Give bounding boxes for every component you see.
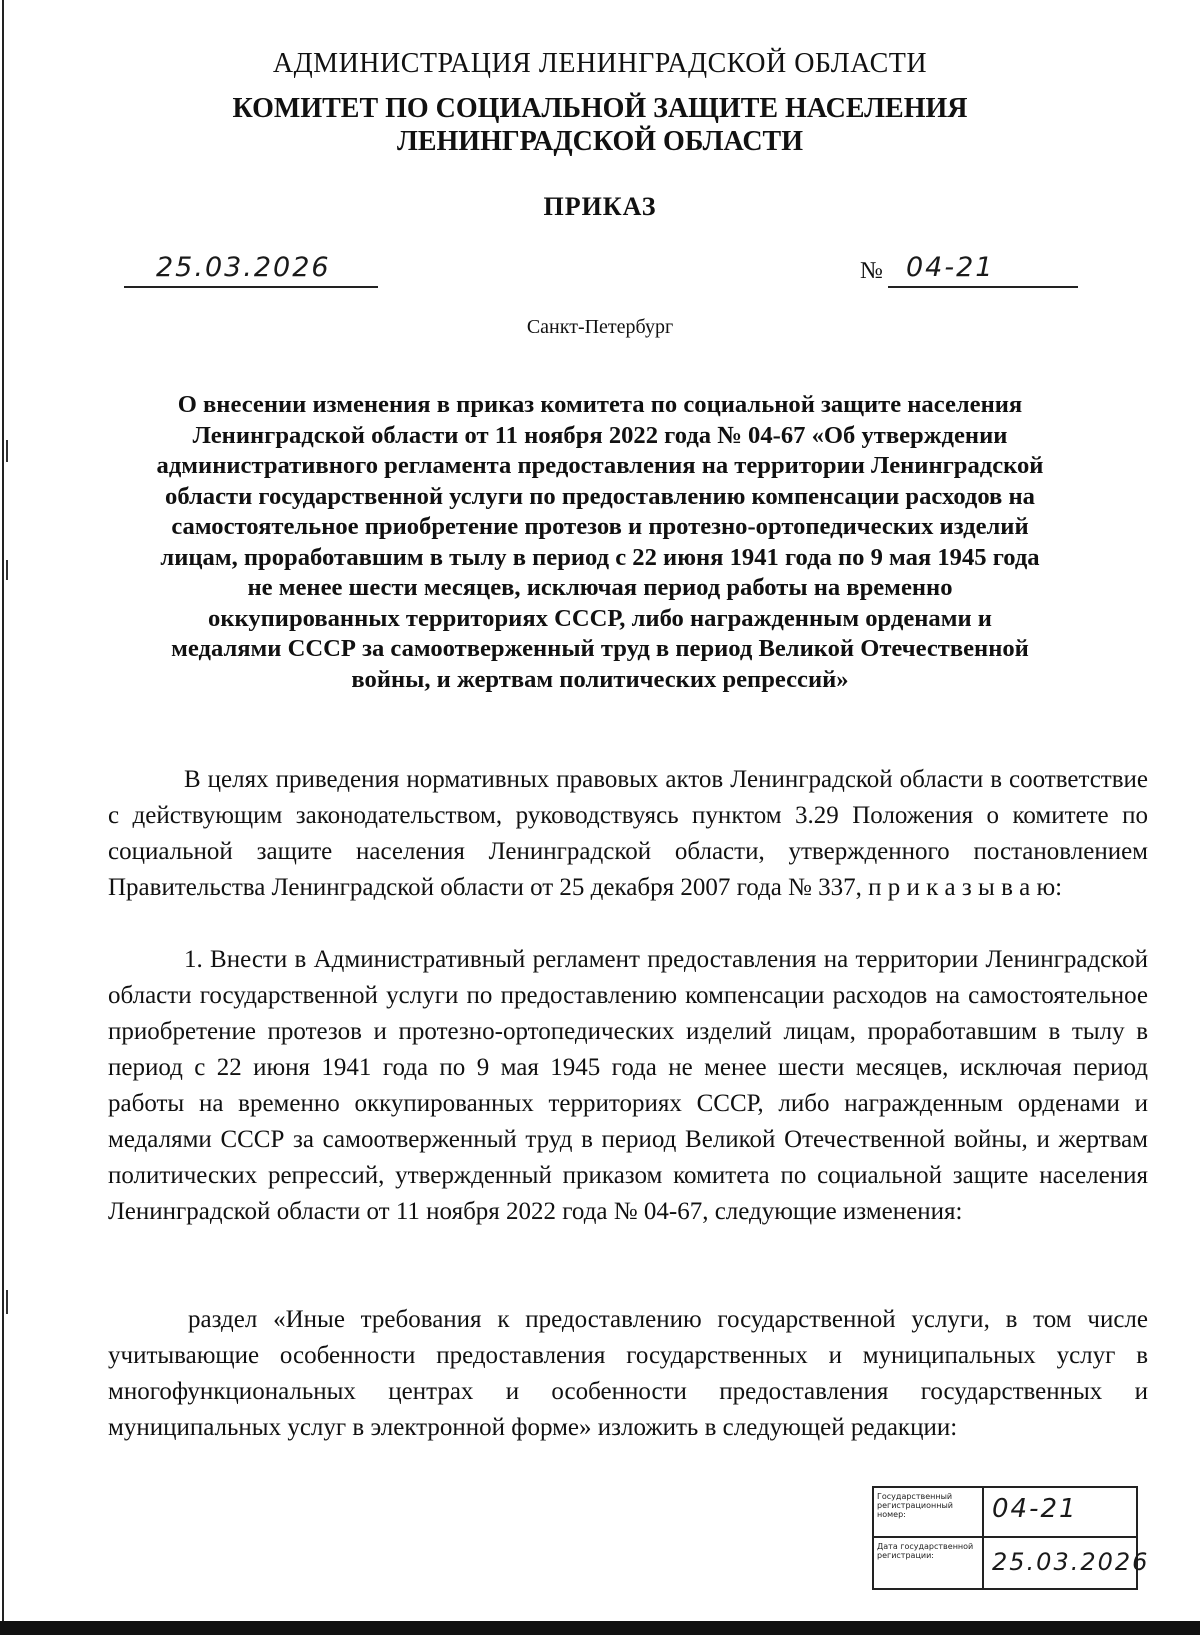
subject-line: административного регламента предоставления на территории Ленинградской [156,452,1044,479]
document-type-title: ПРИКАЗ [543,192,657,221]
order-subject [0,390,1200,695]
body-paragraph-preamble: В целях приведения нормативных правовых актов Ленинградской области в соответствие с действующим законодательством, руководствуясь пунктом 3.29 Положения о комитете по социальной защите населения Ленинградской области, утвержденного постановлением Правительства Ленинградской области от 25 декабря 2007 года № 337, п р и к а з ы в а ю: [108,766,1148,901]
scan-bottom-edge [0,1621,1200,1635]
registration-number-value: 04-21 [992,1494,1078,1524]
stamp-divider [982,1538,984,1588]
order-number: 04-21 [888,252,1078,288]
subject-line: не менее шести месяцев, исключая период работы на временно [247,574,953,601]
registration-number-label: Государственный регистрационный номер: [877,1492,953,1519]
body-paragraph-section: раздел «Иные требования к предоставлению государственной услуги, в том числе учитывающие особенности предоставления государственных и муниципальных услуг в многофункциональных центрах и особенности предоставления государственных и муниципальных услуг в электронной форме» изложить в следующей редакции: [108,1306,1148,1441]
city-label: Санкт-Петербург [526,316,674,338]
registration-date-label: Дата государственной регистрации: [877,1542,974,1560]
subject-line: Ленинградской области от 11 ноября 2022 года № 04-67 «Об утверждении [192,421,1008,449]
body-paragraph-item-1: 1. Внести в Административный регламент предоставления на территории Ленинградской области государственной услуги по предоставлению компенсации расходов на самостоятельное приобретение протезов и протезно-ортопедических изделий лицам, проработавшим в тылу в период с 22 июня 1941 года по 9 мая 1945 года не менее шести месяцев, исключая период работы на временно оккупированных территориях СССР, либо награжденным орденами и медалями СССР за самоотверженный труд в период Великой Отечественной войны, и жертвам политических репрессий, утвержденный приказом комитета по социальной защите населения Ленинградской области от 11 ноября 2022 года № 04-67, следующие изменения: [108,946,1148,1225]
subject-line: войны, и жертвам политических репрессий» [351,665,849,693]
subject-line: лицам, проработавшим в тылу в период с 22 июня 1941 года по 9 мая 1945 года [160,543,1040,571]
scan-edge-line [2,0,4,1635]
scan-edge-mark [6,1290,8,1314]
committee-heading-line2: ЛЕНИНГРАДСКОЙ ОБЛАСТИ [396,126,804,157]
subject-line: медалями СССР за самоотверженный труд в период Великой Отечественной [171,635,1029,662]
registration-date-value: 25.03.2026 [992,1548,1150,1576]
registration-number-row [874,1488,1136,1538]
registration-stamp [872,1486,1150,1590]
committee-heading [0,92,1200,158]
administration-heading: АДМИНИСТРАЦИЯ ЛЕНИНГРАДСКОЙ ОБЛАСТИ [272,48,928,79]
number-sign: № [860,258,883,284]
subject-line: О внесении изменения в приказ комитета по социальной защите населения [177,391,1023,418]
committee-heading-line1: КОМИТЕТ ПО СОЦИАЛЬНОЙ ЗАЩИТЕ НАСЕЛЕНИЯ [232,93,968,124]
order-date: 25.03.2026 [124,252,378,288]
stamp-divider [982,1488,984,1536]
subject-line: оккупированных территориях СССР, либо награжденным орденами и [208,604,992,632]
registration-date-row [874,1538,1150,1588]
subject-line: области государственной услуги по предоставлению компенсации расходов на [165,482,1035,510]
subject-line: самостоятельное приобретение протезов и протезно-ортопедических изделий [171,513,1029,540]
